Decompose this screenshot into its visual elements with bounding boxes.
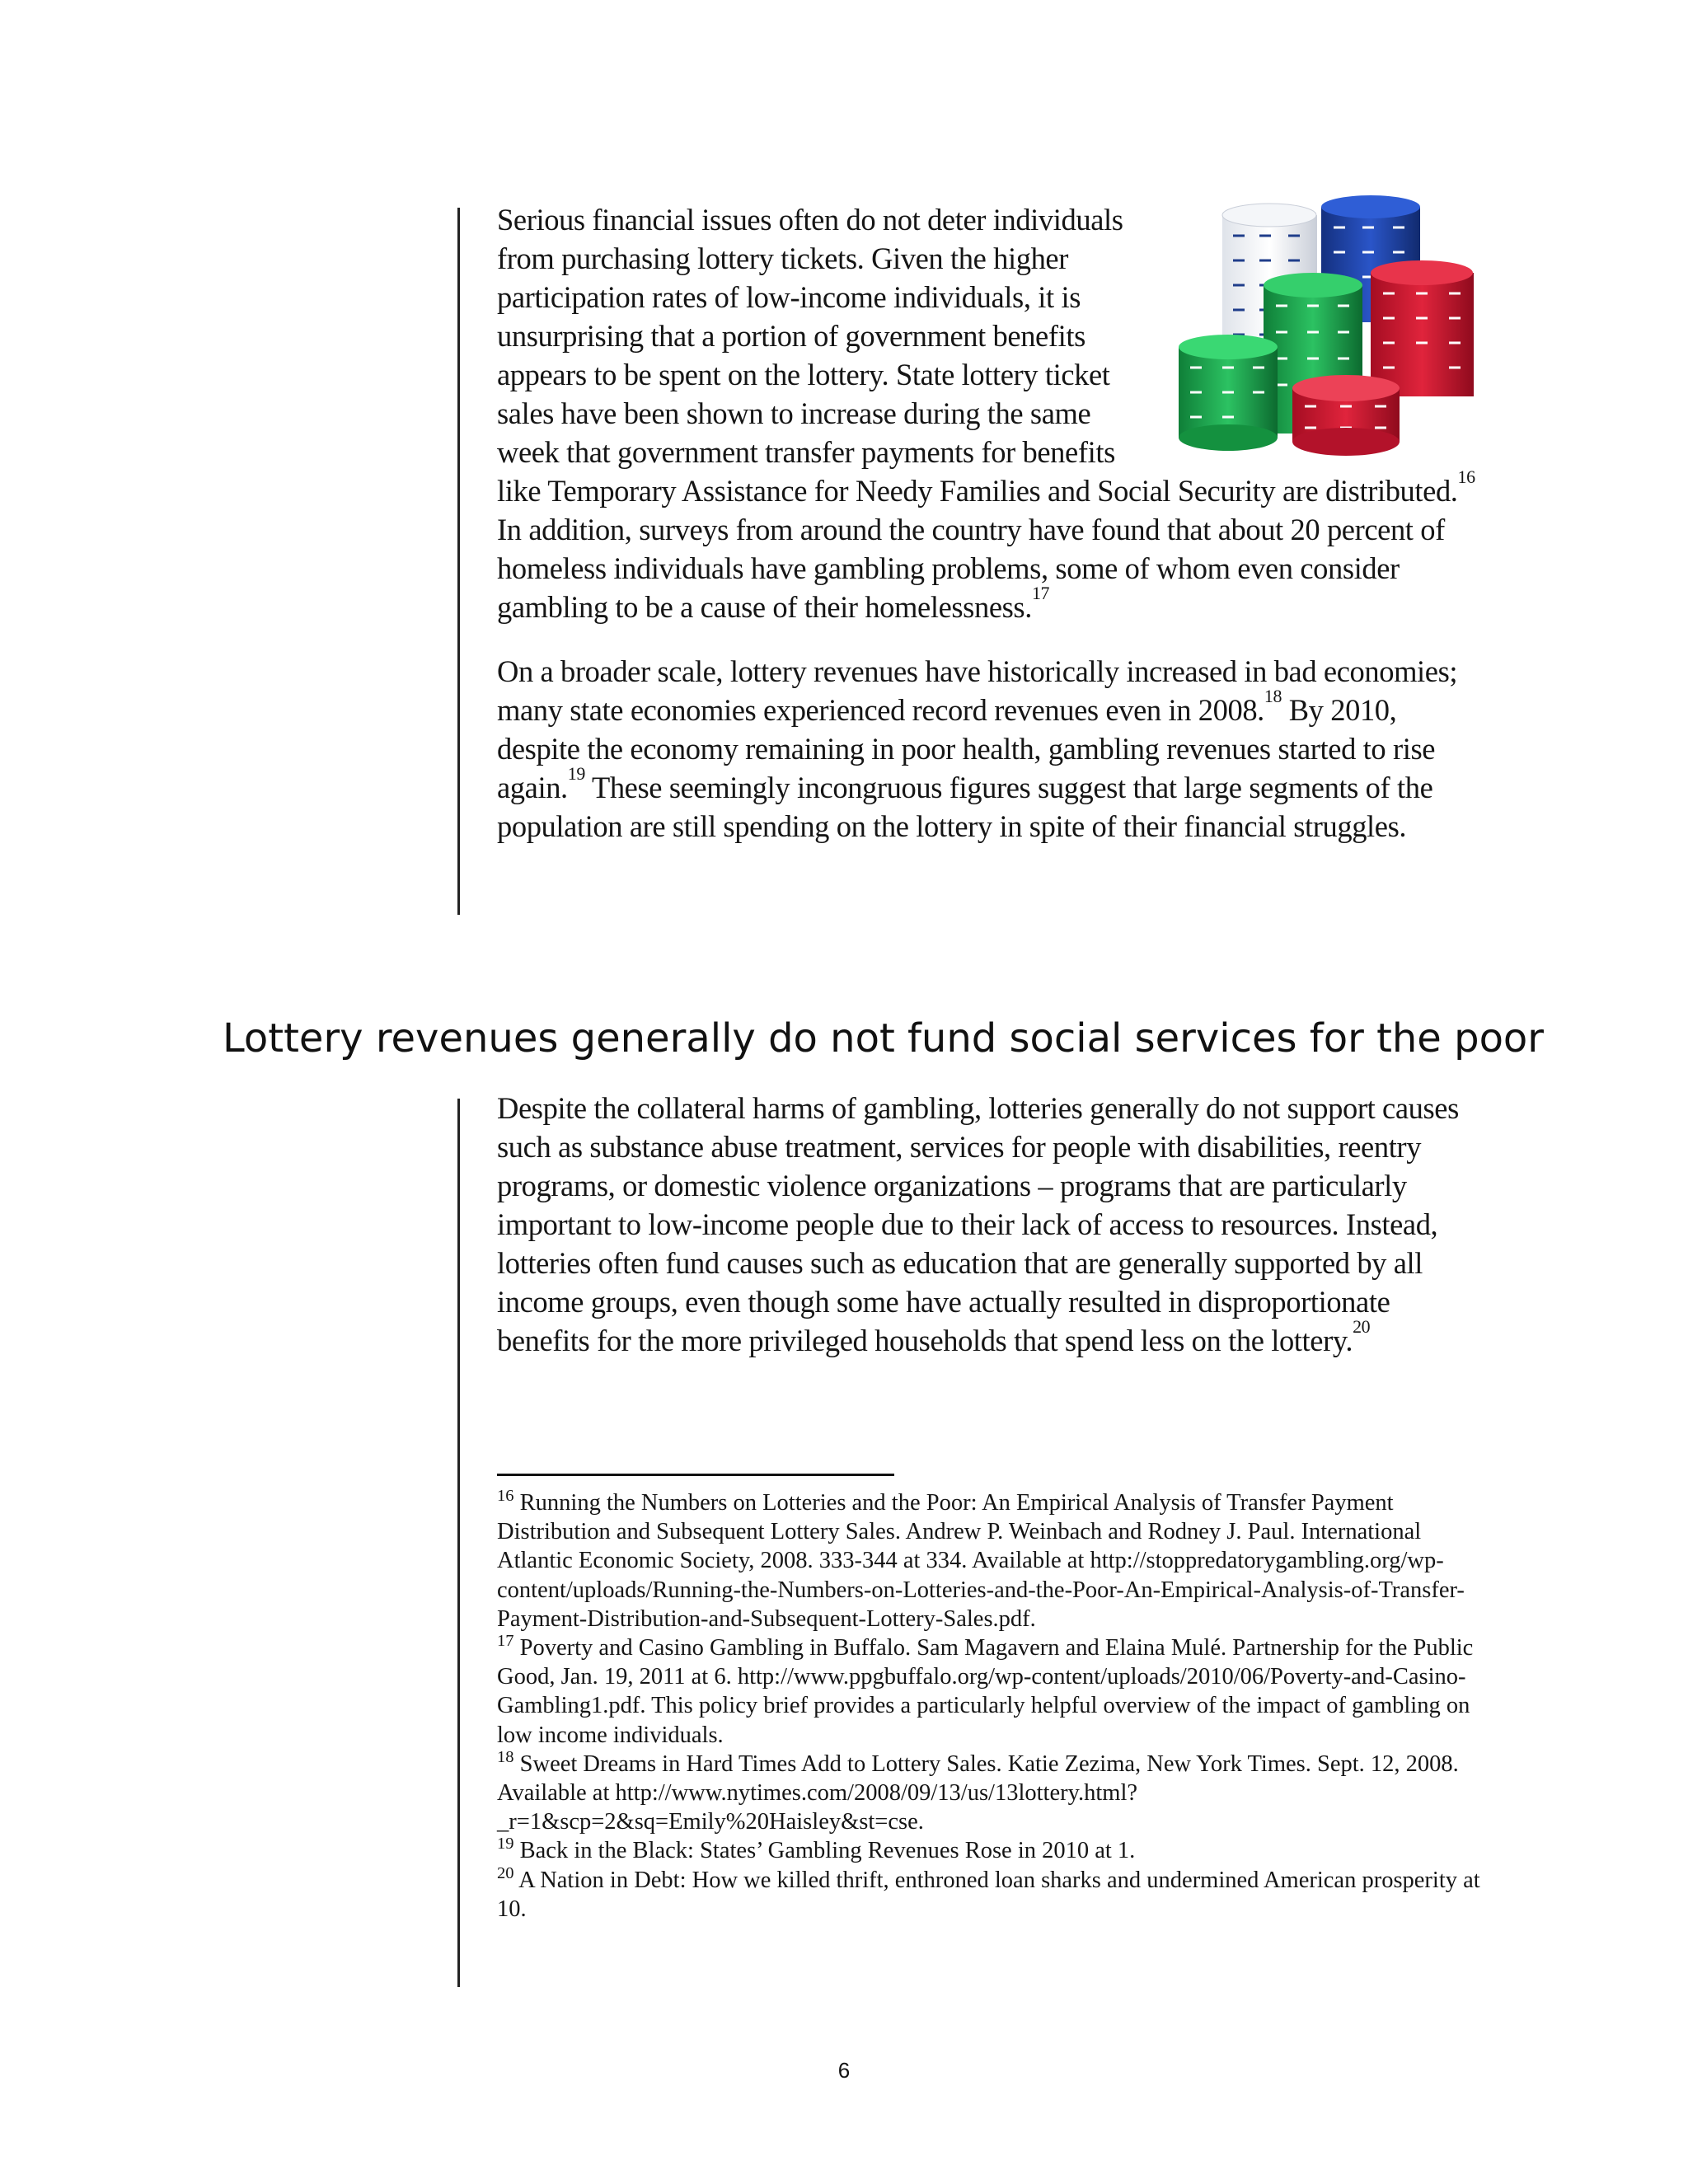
- footnote-19: $^{19}$ Back in the Black: States’ Gambling Revenues Rose in 2010 at 1.: [497, 1835, 1136, 1864]
- footnote-ref-17[interactable]: 17: [1031, 582, 1050, 603]
- footnote-ref-19[interactable]: 19: [567, 762, 585, 784]
- section1-change-bar: [457, 208, 460, 915]
- red-chip-stack-tall: [1371, 260, 1474, 396]
- paragraph-collateral-harms: Despite the collateral harms of gambling, lotteries generally do not support causes such as substance abuse treatment, services for people with disabilities, reentry programs, or domestic violence organizations – programs that are particularly important to low-income people due to their lack of access to resources. Instead, lotteries often fund causes such as education that are generally supported by all income groups, even though some have actually resulted in disproportionate benefits for the more privileged households that spend less on the lottery.$^{20}$: [497, 1091, 1459, 1357]
- footnotes: [497, 1488, 1486, 1924]
- section-heading: Lottery revenues generally do not fund social services for the poor: [223, 1015, 1545, 1062]
- footnote-17: $^{17}$ Poverty and Casino Gambling in Buffalo. Sam Magavern and Elaina Mulé. Partnership for the Public Good, Jan. 19, 2011 at 6. http://www.ppgbuffalo.org/wp-content/uploads/2010/06/Poverty-and-Casino-Gambling1.pdf. This policy brief provides a particularly helpful overview of the impact of gambling on low income individuals.: [497, 1632, 1474, 1748]
- page-number: 6: [837, 2058, 851, 2083]
- footnote-ref-18[interactable]: 18: [1264, 685, 1282, 706]
- paragraph-financial-issues: Serious financial issues often do not deter individuals from purchasing lottery tickets. Given the higher participation rates of low-income individuals, it is unsurprising that a portion of government benefits appears to be spent on the lottery. State lottery ticket sales have been shown to increase during the same week that government transfer payments for benefits like Temporary Assistance for Needy Families and Social Security are distributed.$^{16}$ In addition, surveys from around the country have found that about 20 percent of homeless individuals have gambling problems, some of whom even consider gambling to be a cause of their homelessness.$^{17}$: [497, 203, 1475, 624]
- footnote-20: $^{20}$ A Nation in Debt: How we killed thrift, enthroned loan sharks and undermined American prosperity at 10.: [497, 1863, 1480, 1922]
- poker-chips-image: [1177, 190, 1494, 466]
- footnote-ref-20[interactable]: 20: [1353, 1315, 1371, 1337]
- footnote-ref-16[interactable]: 16: [1457, 466, 1475, 487]
- footnote-separator: [497, 1474, 894, 1476]
- green-chip-stack-front: [1179, 335, 1278, 451]
- footnote-16: $^{16}$ Running the Numbers on Lotteries and the Poor: An Empirical Analysis of Transfer Payment Distribution and Subsequent Lottery Sales. Andrew P. Weinbach and Rodney J. Paul. International Atlantic Economic Society, 2008. 333-344 at 334. Available at http://stoppredatorygambling.org/wp-content/uploads/Running-the-Numbers-on-Lotteries-and-the-Poor-An-Empirical-Analysis-of-Transfer-Payment-Distribution-and-Subsequent-Lottery-Sales.pdf.: [497, 1486, 1465, 1632]
- footnote-18: $^{18}$ Sweet Dreams in Hard Times Add to Lottery Sales. Katie Zezima, New York Times. Sept. 12, 2008. Available at http://www.nytimes.com/2008/09/13/us/13lottery.html?_r=1&scp=2&sq=Emily%20Haisley&st=cse.: [497, 1747, 1459, 1835]
- section2-text: [497, 1089, 1486, 1360]
- paragraph-broader-scale: On a broader scale, lottery revenues have historically increased in bad economies; many state economies experienced record revenues even in 2008.18 By 2010, despite the economy remaining in poor health, gambling revenues started to rise again.$^{19}$ These seemingly incongruous figures suggest that large segments of the population are still spending on the lottery in spite of their financial struggles.: [497, 654, 1458, 843]
- section1-text: [497, 200, 1486, 846]
- red-chip-stack-front: [1292, 375, 1400, 456]
- section2-change-bar: [457, 1099, 460, 1987]
